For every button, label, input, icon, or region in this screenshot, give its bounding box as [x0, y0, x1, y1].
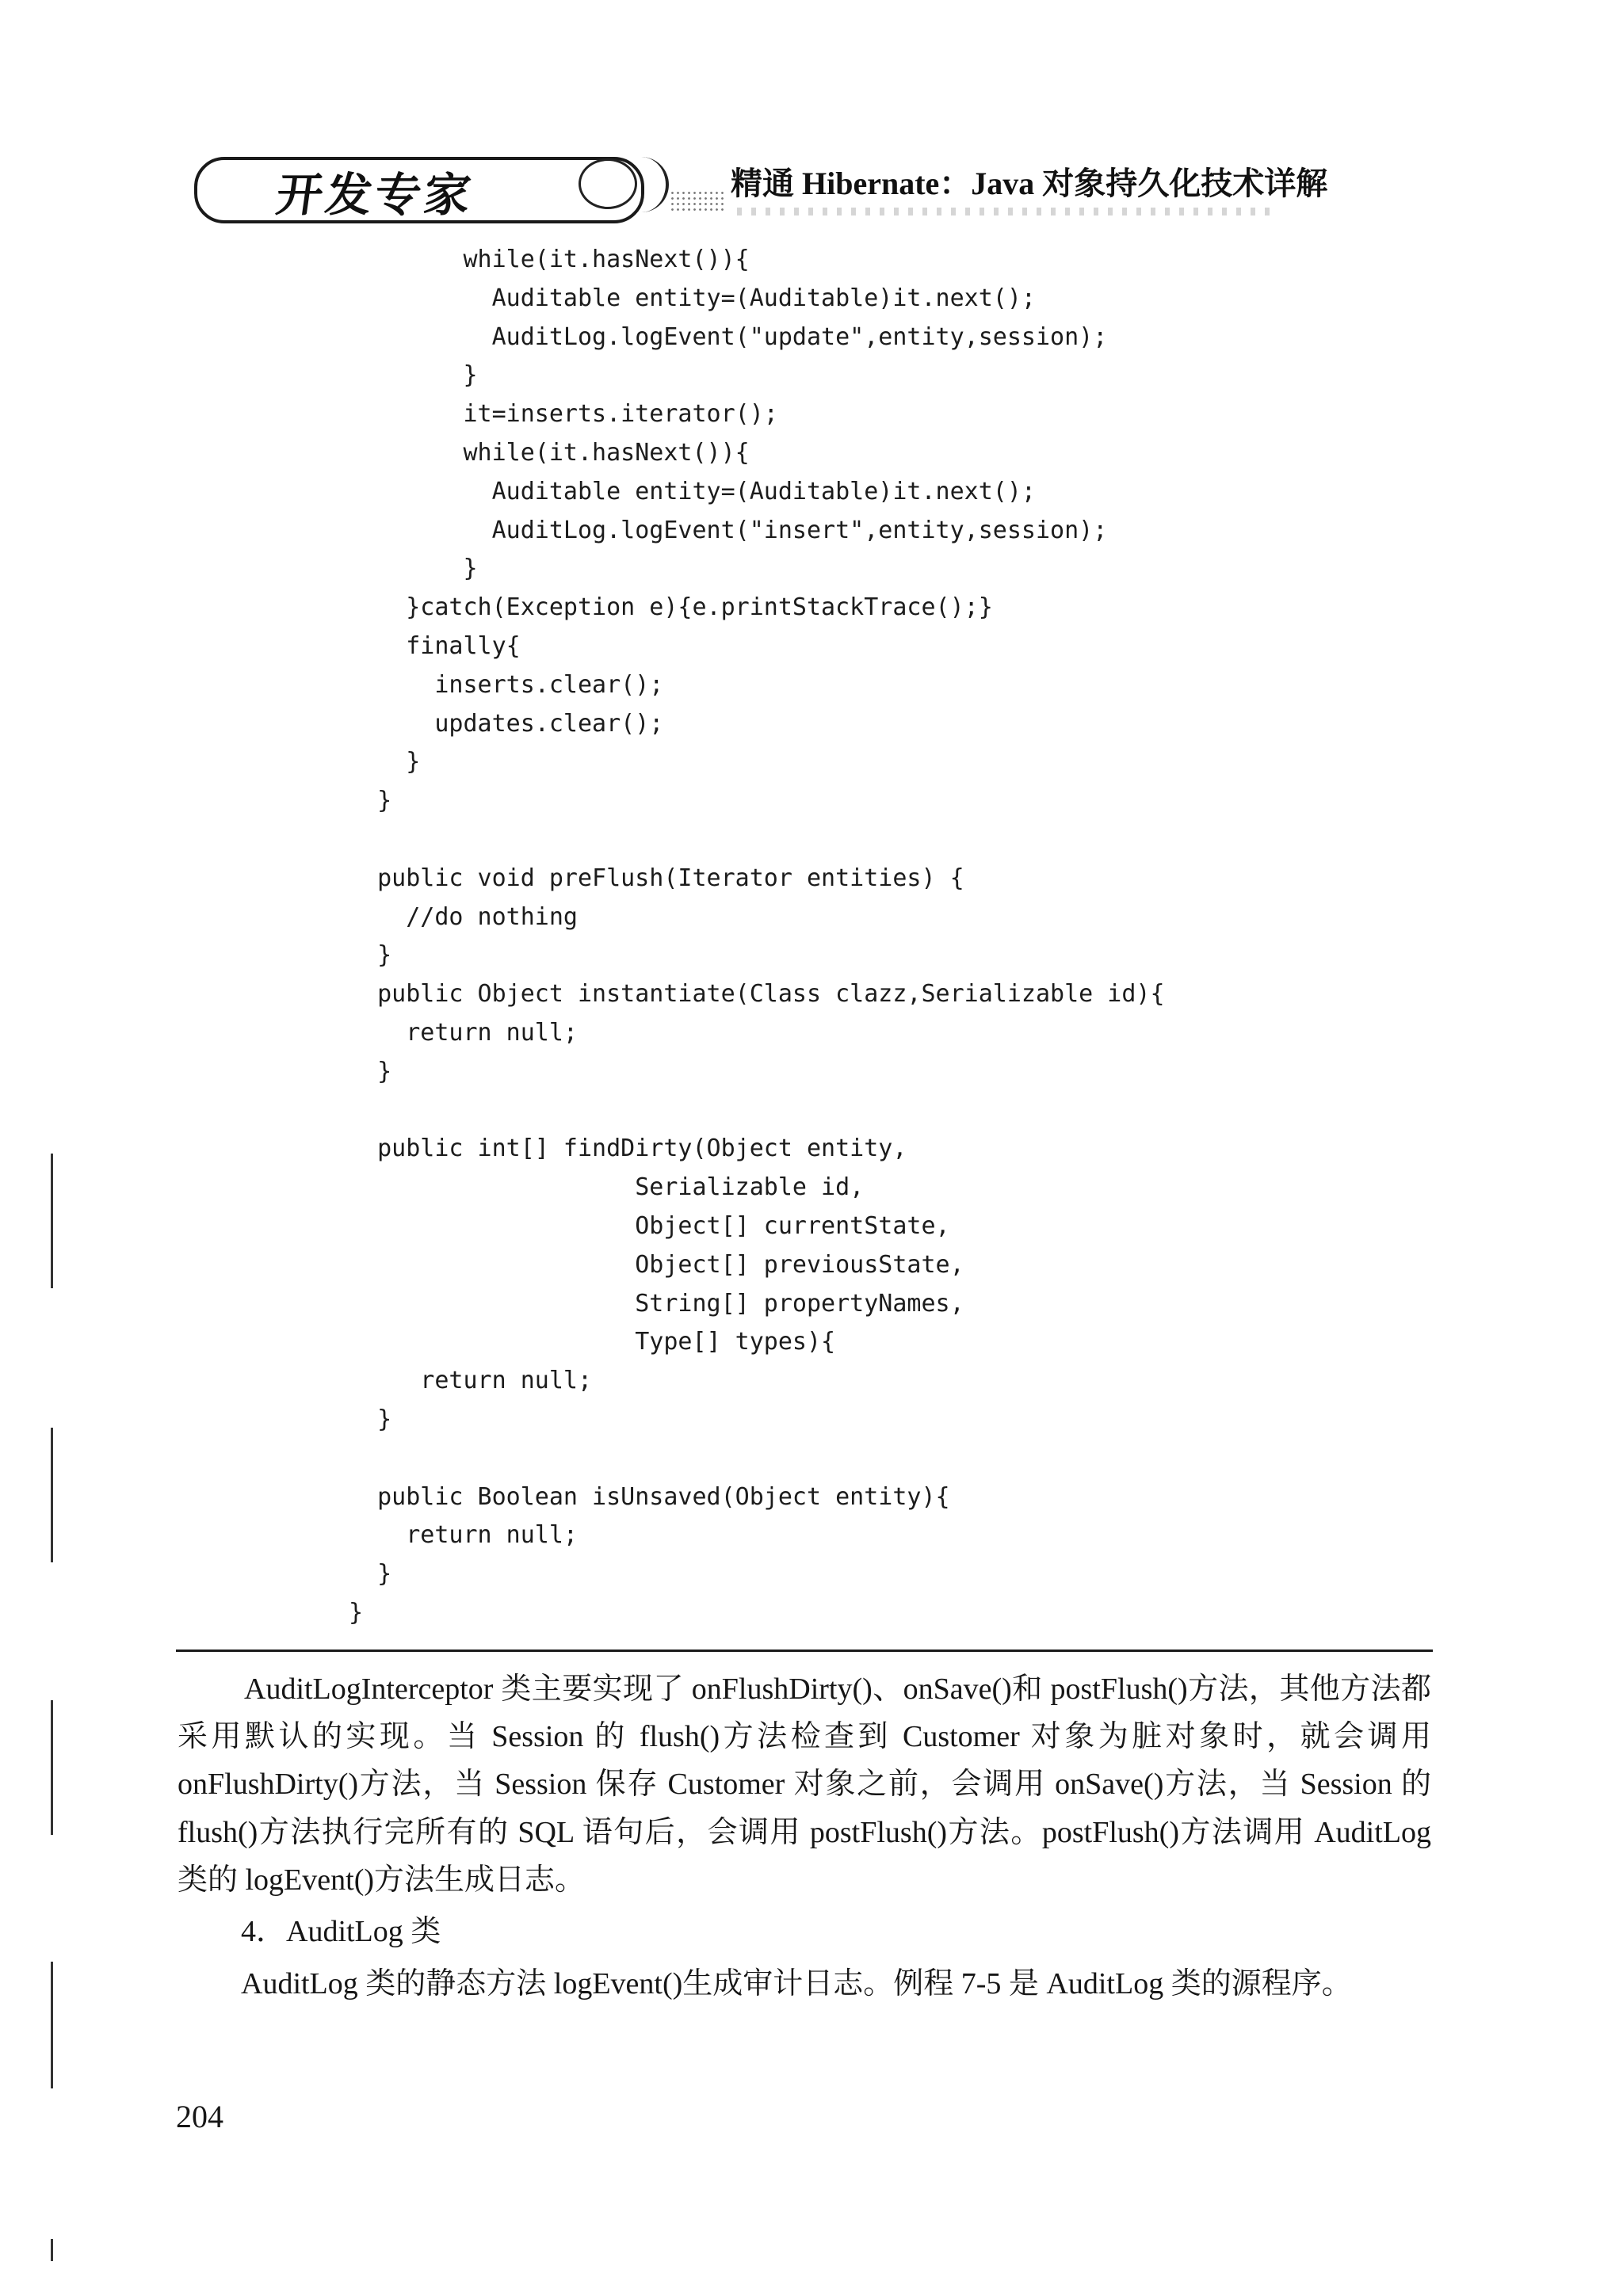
code-line: public Boolean isUnsaved(Object entity){: [349, 1482, 950, 1511]
code-line: }: [349, 1405, 392, 1433]
margin-bar: [51, 1700, 53, 1835]
code-line: }catch(Exception e){e.printStackTrace();}: [349, 593, 993, 622]
code-line: }: [349, 787, 392, 815]
code-line: Serializable id,: [349, 1173, 865, 1202]
code-line: Object[] previousState,: [349, 1250, 964, 1279]
code-line: finally{: [349, 631, 521, 660]
code-line: }: [349, 941, 392, 970]
code-line: return null;: [349, 1367, 593, 1395]
code-listing: [349, 241, 1165, 1633]
series-badge-label: 开发专家: [273, 168, 478, 222]
code-line: return null;: [349, 1018, 578, 1047]
book-title: 精通 Hibernate：Java 对象持久化技术详解: [731, 166, 1328, 201]
code-line: AuditLog.logEvent("insert",entity,session);: [349, 516, 1108, 544]
code-line: while(it.hasNext()){: [349, 246, 750, 273]
code-line: Type[] types){: [349, 1328, 836, 1356]
code-line: AuditLog.logEvent("update",entity,session);: [349, 322, 1108, 351]
code-line: }: [349, 1057, 392, 1085]
code-end-rule: [176, 1650, 1433, 1652]
code-line: return null;: [349, 1521, 578, 1550]
swoosh-decoration-icon: [634, 157, 669, 212]
margin-bar: [51, 1962, 53, 2088]
page-number: 204: [176, 2099, 223, 2134]
code-line: }: [349, 1560, 392, 1589]
code-line: public void preFlush(Iterator entities) {: [349, 864, 964, 892]
speech-bubble-icon: [579, 158, 637, 209]
code-line: }: [349, 1598, 364, 1627]
intro-paragraph: AuditLog 类的静态方法 logEvent()生成审计日志。例程 7-5 是 AuditLog 类的源程序。: [241, 1967, 1352, 2000]
code-line: updates.clear();: [349, 709, 664, 738]
code-line: Auditable entity=(Auditable)it.next();: [349, 477, 1036, 505]
code-line: String[] propertyNames,: [349, 1289, 964, 1318]
explanation-paragraph: AuditLogInterceptor 类主要实现了 onFlushDirty()、onSave()和 postFlush()方法，其他方法都采用默认的实现。当 Session 的 flush()方法检查到 Customer 对象为脏对象时，就会调用 onFlushDirty()方法，当 Session 保存 Customer 对象之前，会调用 onSave()方法，当 Session 的 flush()方法执行完所有的 SQL 语句后，会调用 postFlush()方法。postFlush()方法调用 AuditLog 类的 logEvent()方法生成日志。: [178, 1672, 1431, 1897]
code-line: it=inserts.iterator();: [349, 400, 778, 429]
code-line: //do nothing: [349, 902, 578, 931]
code-line: }: [349, 555, 478, 583]
code-line: public Object instantiate(Class clazz,Serializable id){: [349, 980, 1165, 1009]
code-line: }: [349, 361, 478, 390]
code-line: Object[] currentState,: [349, 1211, 950, 1240]
section-heading: 4．AuditLog 类: [241, 1915, 441, 1948]
code-line: public int[] findDirty(Object entity,: [349, 1135, 907, 1163]
margin-bar: [51, 1428, 53, 1562]
code-line: while(it.hasNext()){: [349, 438, 750, 467]
code-line: inserts.clear();: [349, 670, 664, 699]
margin-bar: [51, 2239, 53, 2261]
header-underline-decoration: [737, 208, 1276, 215]
code-line: Auditable entity=(Auditable)it.next();: [349, 284, 1036, 312]
code-line: }: [349, 748, 421, 776]
halftone-decoration: [670, 190, 725, 211]
margin-bar: [51, 1154, 53, 1288]
